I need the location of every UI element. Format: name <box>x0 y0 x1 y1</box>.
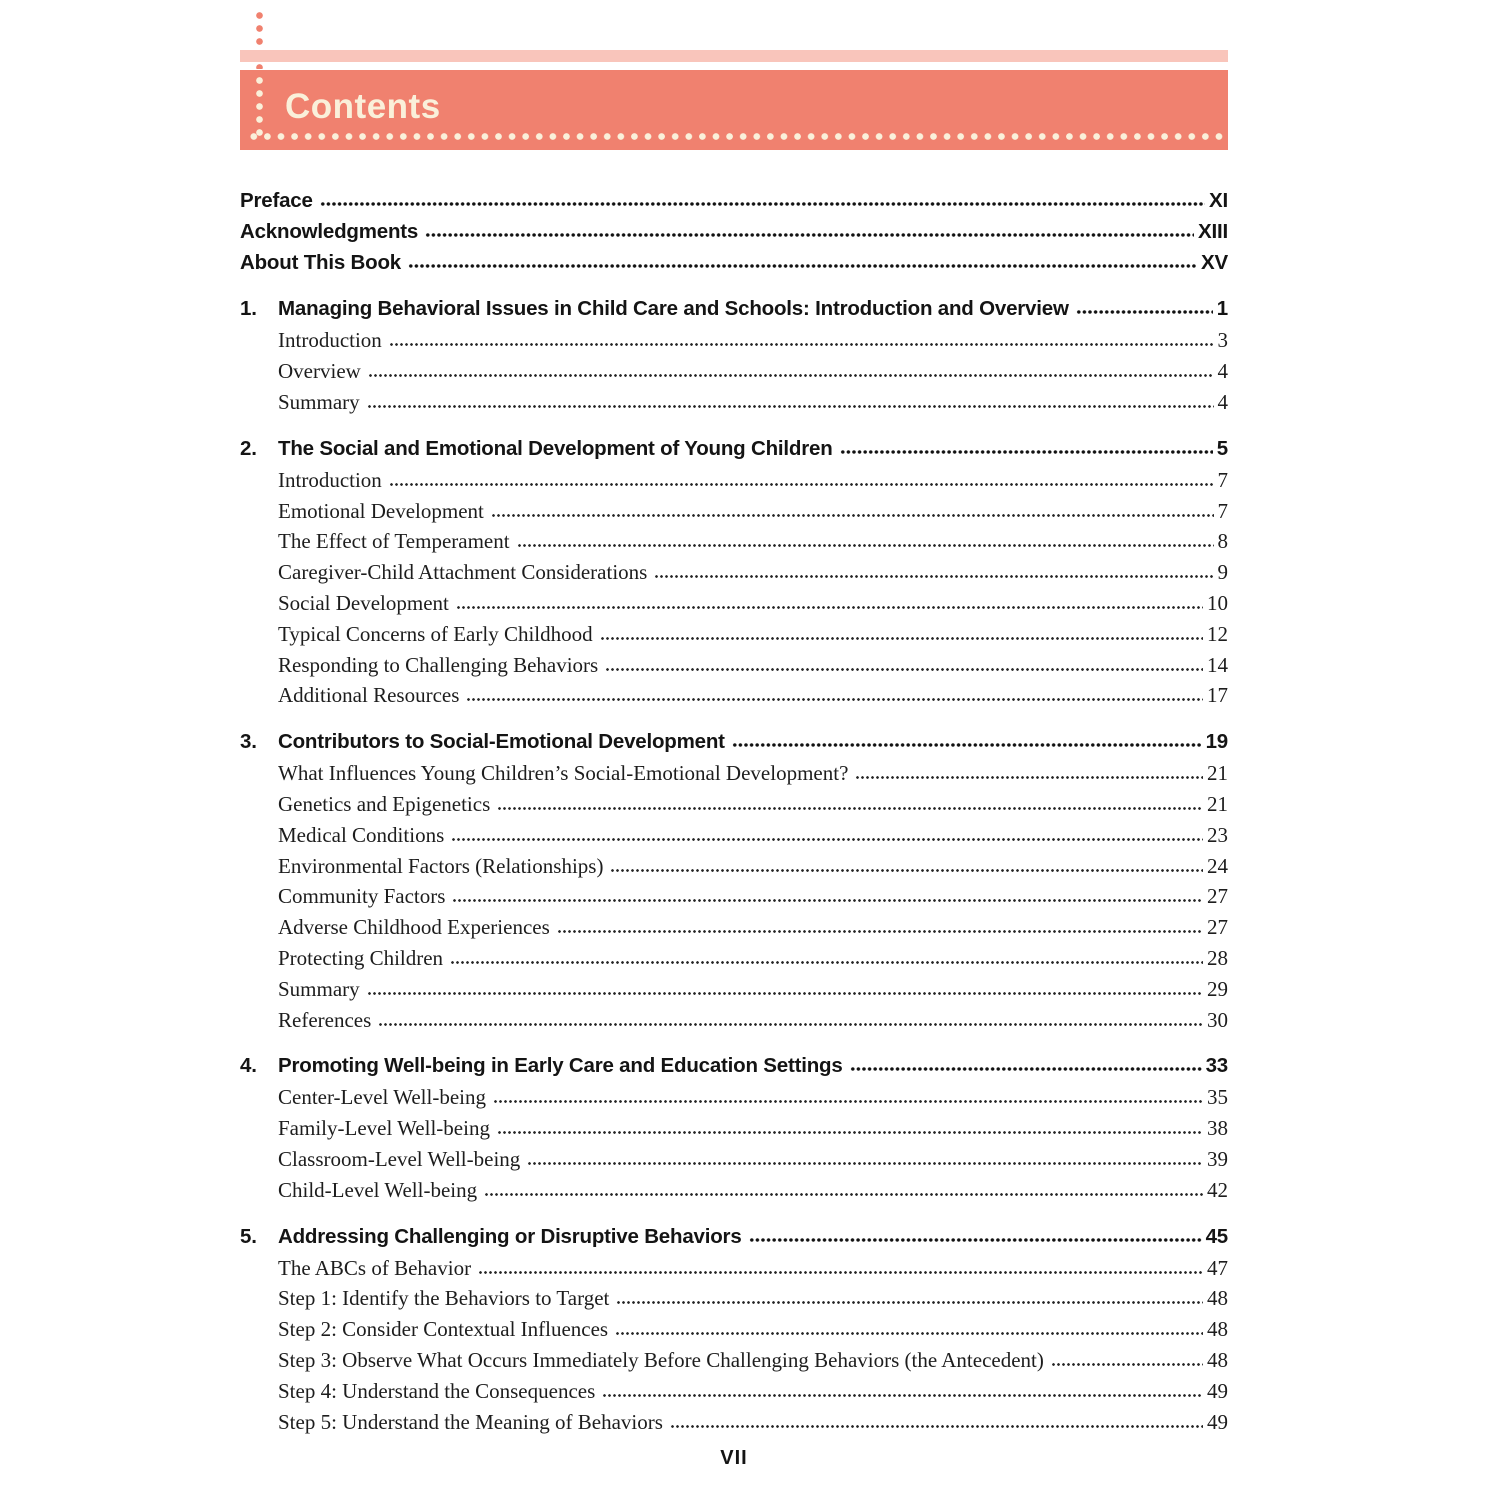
chapter-title: Managing Behavioral Issues in Child Care and Schools: Introduction and Overview <box>278 297 1069 321</box>
entry-label: Protecting Children <box>278 945 444 970</box>
dot-leader <box>602 1393 1203 1398</box>
entry-page-number: 35 <box>1207 1085 1228 1110</box>
entry-page-number: 21 <box>1207 791 1228 816</box>
chapter-page-number: 19 <box>1205 730 1228 754</box>
toc-entry <box>240 1283 1228 1314</box>
entry-label: Introduction <box>278 328 382 353</box>
dot-leader <box>850 1066 1202 1072</box>
toc-entry <box>240 881 1228 912</box>
entry-label: Social Development <box>278 590 449 615</box>
chapter-title: Addressing Challenging or Disruptive Behaviors <box>278 1224 742 1248</box>
entry-page-number: 23 <box>1207 822 1228 847</box>
entry-label: Preface <box>240 189 313 212</box>
dot-leader <box>615 1331 1203 1336</box>
folio-page-number: VII <box>720 1447 748 1469</box>
toc-entry <box>240 758 1228 789</box>
entry-label: References <box>278 1007 372 1032</box>
entry-label: Typical Concerns of Early Childhood <box>278 621 593 646</box>
entry-label: Genetics and Epigenetics <box>278 791 491 816</box>
entry-page-number: 30 <box>1207 1007 1228 1032</box>
entry-label: Adverse Childhood Experiences <box>278 915 550 940</box>
entry-label: Step 5: Understand the Meaning of Behaviors <box>278 1409 663 1434</box>
chapter-number: 2. <box>240 436 257 460</box>
dot-leader <box>367 404 1214 409</box>
dot-leader <box>378 1022 1203 1027</box>
chapter-heading <box>240 292 1228 325</box>
entry-label: Summary <box>278 976 360 1001</box>
toc-entry <box>240 680 1228 711</box>
dot-leader <box>466 697 1203 702</box>
entry-label: Additional Resources <box>278 683 460 708</box>
dot-leader <box>600 636 1203 641</box>
toc-entry <box>240 789 1228 820</box>
entry-label: Step 4: Understand the Consequences <box>278 1378 596 1403</box>
toc-entry <box>240 650 1228 681</box>
toc-entry <box>240 465 1228 496</box>
entry-page-number: 48 <box>1207 1347 1228 1372</box>
entry-label: Medical Conditions <box>278 822 445 847</box>
toc-entry <box>240 820 1228 851</box>
chapter-page-number: 33 <box>1205 1054 1228 1078</box>
entry-label: Community Factors <box>278 884 446 909</box>
entry-page-number: 12 <box>1207 621 1228 646</box>
dot-leader <box>1051 1362 1203 1367</box>
entry-label: Emotional Development <box>278 498 484 523</box>
front-matter-entry <box>240 186 1228 217</box>
dot-leader <box>670 1424 1203 1429</box>
entry-label: The ABCs of Behavior <box>278 1255 472 1280</box>
dot-leader <box>616 1300 1203 1305</box>
chapter-number: 3. <box>240 730 257 754</box>
table-of-contents <box>240 186 1228 1437</box>
toc-entry <box>240 851 1228 882</box>
chapter-number: 5. <box>240 1224 257 1248</box>
header-accent-bar <box>240 50 1228 62</box>
dot-leader <box>855 775 1203 780</box>
entry-label: Step 1: Identify the Behaviors to Target <box>278 1286 610 1311</box>
dot-leader <box>497 806 1203 811</box>
chapter-heading <box>240 1049 1228 1082</box>
entry-label: Family-Level Well-being <box>278 1116 490 1141</box>
entry-label: Center-Level Well-being <box>278 1085 487 1110</box>
toc-entry <box>240 1082 1228 1113</box>
chapter-title: Contributors to Social-Emotional Development <box>278 730 725 754</box>
front-matter-entry <box>240 248 1228 279</box>
entry-label: Classroom-Level Well-being <box>278 1146 521 1171</box>
toc-entry <box>240 325 1228 356</box>
dot-leader <box>491 513 1214 518</box>
chapter-heading <box>240 1220 1228 1253</box>
toc-entry <box>240 356 1228 387</box>
entry-page-number: 49 <box>1207 1409 1228 1434</box>
entry-page-number: 7 <box>1217 498 1228 523</box>
entry-page-number: 48 <box>1207 1317 1228 1342</box>
toc-entry <box>240 496 1228 527</box>
horizontal-dots-decoration-icon <box>247 130 1223 143</box>
entry-page-number: 17 <box>1207 683 1228 708</box>
entry-page-number: 48 <box>1207 1286 1228 1311</box>
entry-page-number: 9 <box>1217 560 1228 585</box>
entry-page-number: 27 <box>1207 915 1228 940</box>
entry-page-number: 29 <box>1207 976 1228 1001</box>
entry-page-number: 28 <box>1207 945 1228 970</box>
toc-entry <box>240 1144 1228 1175</box>
entry-page-number: 49 <box>1207 1378 1228 1403</box>
entry-page-number: 14 <box>1207 652 1228 677</box>
entry-page-number: 7 <box>1217 467 1228 492</box>
dot-leader <box>456 605 1203 610</box>
entry-page-number: XV <box>1201 250 1228 274</box>
entry-label: The Effect of Temperament <box>278 529 510 554</box>
entry-label: Environmental Factors (Relationships) <box>278 853 604 878</box>
dot-leader <box>408 263 1197 269</box>
entry-page-number: XIII <box>1198 219 1228 243</box>
entry-page-number: 8 <box>1217 529 1228 554</box>
entry-page-number: 4 <box>1217 389 1228 414</box>
dot-leader <box>840 449 1213 455</box>
toc-entry <box>240 1175 1228 1206</box>
chapter-heading <box>240 432 1228 465</box>
entry-page-number: 47 <box>1207 1255 1228 1280</box>
dot-leader <box>484 1192 1203 1197</box>
chapter-page-number: 1 <box>1216 297 1228 321</box>
toc-entry <box>240 619 1228 650</box>
toc-entry <box>240 943 1228 974</box>
entry-page-number: 27 <box>1207 884 1228 909</box>
entry-label: Overview <box>278 359 361 384</box>
dot-leader <box>517 543 1214 548</box>
chapter-number: 4. <box>240 1054 257 1078</box>
dot-leader <box>367 991 1203 996</box>
entry-label: Caregiver-Child Attachment Considerations <box>278 560 648 585</box>
dot-leader <box>527 1161 1203 1166</box>
entry-page-number: 42 <box>1207 1177 1228 1202</box>
entry-label: Acknowledgments <box>240 219 419 243</box>
dot-leader <box>389 482 1214 487</box>
entry-label: Summary <box>278 389 360 414</box>
chapter-heading <box>240 725 1228 758</box>
dot-leader <box>425 232 1194 238</box>
chapter-page-number: 5 <box>1216 436 1228 460</box>
dot-leader <box>368 373 1214 378</box>
entry-page-number: 10 <box>1207 590 1228 615</box>
toc-entry <box>240 974 1228 1005</box>
page-title: Contents <box>285 87 441 126</box>
dot-leader <box>478 1270 1203 1275</box>
entry-label: Step 2: Consider Contextual Influences <box>278 1317 609 1342</box>
toc-entry <box>240 1253 1228 1284</box>
toc-entry <box>240 1005 1228 1036</box>
entry-label: Step 3: Observe What Occurs Immediately Before Challenging Behaviors (the Antecedent) <box>278 1347 1044 1372</box>
entry-page-number: 24 <box>1207 853 1228 878</box>
dot-leader <box>557 929 1203 934</box>
dot-leader <box>320 201 1205 207</box>
toc-entry <box>240 1314 1228 1345</box>
entry-label: What Influences Young Children’s Social-Emotional Development? <box>278 761 849 786</box>
dot-leader <box>1076 309 1213 315</box>
dot-leader <box>497 1130 1203 1135</box>
entry-label: Introduction <box>278 467 382 492</box>
toc-entry <box>240 1113 1228 1144</box>
toc-entry <box>240 387 1228 418</box>
entry-label: Child-Level Well-being <box>278 1177 478 1202</box>
toc-entry <box>240 912 1228 943</box>
toc-entry <box>240 1407 1228 1438</box>
entry-page-number: 21 <box>1207 761 1228 786</box>
dot-leader <box>749 1237 1202 1243</box>
toc-entry <box>240 557 1228 588</box>
entry-page-number: XI <box>1209 189 1228 212</box>
chapter-number: 1. <box>240 297 257 321</box>
entry-label: About This Book <box>240 250 401 274</box>
entry-page-number: 39 <box>1207 1146 1228 1171</box>
dot-leader <box>654 574 1213 579</box>
dot-leader <box>450 960 1203 965</box>
dot-leader <box>610 868 1203 873</box>
dot-leader <box>452 898 1203 903</box>
chapter-page-number: 45 <box>1205 1224 1228 1248</box>
dot-leader <box>451 837 1203 842</box>
chapter-title: The Social and Emotional Development of Young Children <box>278 436 833 460</box>
chapter-title: Promoting Well-being in Early Care and Education Settings <box>278 1054 843 1078</box>
entry-page-number: 38 <box>1207 1116 1228 1141</box>
toc-entry <box>240 588 1228 619</box>
contents-banner <box>240 70 1228 150</box>
toc-entry <box>240 1345 1228 1376</box>
toc-entry <box>240 1376 1228 1407</box>
entry-page-number: 4 <box>1217 359 1228 384</box>
dot-leader <box>605 667 1203 672</box>
dot-leader <box>389 342 1214 347</box>
toc-entry <box>240 526 1228 557</box>
entry-label: Responding to Challenging Behaviors <box>278 652 599 677</box>
front-matter-entry <box>240 217 1228 248</box>
dot-leader <box>493 1099 1203 1104</box>
entry-page-number: 3 <box>1217 328 1228 353</box>
dot-leader <box>732 742 1202 748</box>
